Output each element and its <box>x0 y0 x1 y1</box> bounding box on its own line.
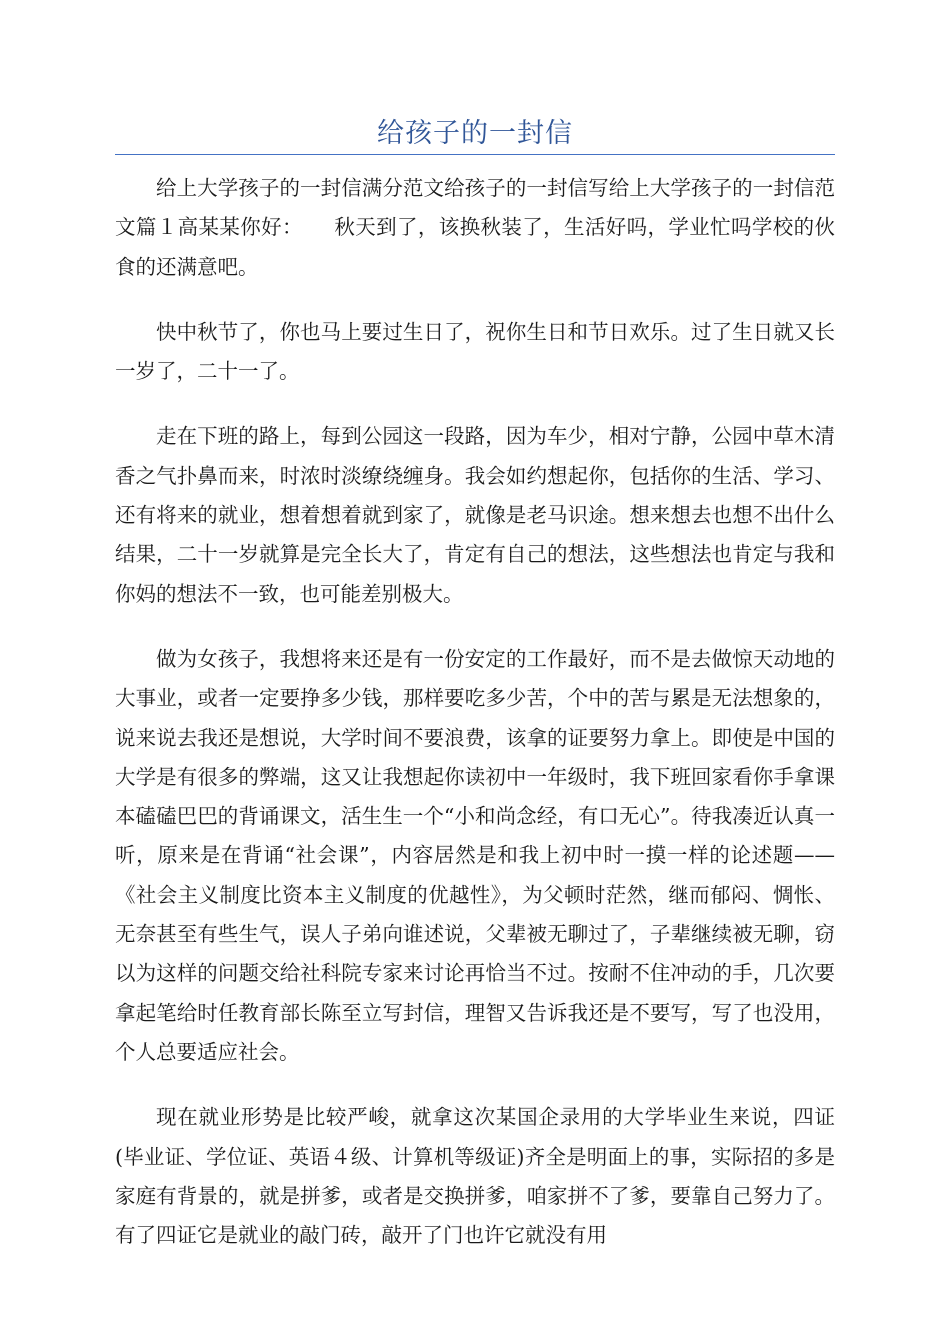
letter-body <box>115 169 835 1255</box>
title-underline <box>115 154 835 155</box>
paragraph-2: 快中秋节了，你也马上要过生日了，祝你生日和节日欢乐。过了生日就又长一岁了，二十一了。 <box>115 319 835 384</box>
paragraph-1: 给上大学孩子的一封信满分范文给孩子的一封信写给上大学孩子的一封信范文篇１高某某你好： 秋天到了，该换秋装了，生活好吗，学业忙吗学校的伙食的还满意吧。 <box>115 176 835 279</box>
paragraph-5: 现在就业形势是比较严峻，就拿这次某国企录用的大学毕业生来说，四证(毕业证、学位证、英语４级、计算机等级证)齐全是明面上的事，实际招的多是家庭有背景的，就是拼爹，或者是交换拼爹，咱家拼不了爹，要靠自己努力了。有了四证它是就业的敲门砖，敲开了门也许它就没有用 <box>115 1105 835 1248</box>
paragraph-4: 做为女孩子，我想将来还是有一份安定的工作最好，而不是去做惊天动地的大事业，或者一定要挣多少钱，那样要吃多少苦，个中的苦与累是无法想象的，说来说去我还是想说，大学时间不要浪费，该拿的证要努力拿上。即使是中国的大学是有很多的弊端，这又让我想起你读初中一年级时，我下班回家看你手拿课本磕磕巴巴的背诵课文，活生生一个“小和尚念经，有口无心”。待我凑近认真一听，原来是在背诵“社会课”，内容居然是和我上初中时一摸一样的论述题——《社会主义制度比资本主义制度的优越性》，为父顿时茫然，继而郁闷、惆怅、无奈甚至有些生气，误人子弟向谁述说，父辈被无聊过了，子辈继续被无聊，窃以为这样的问题交给社科院专家来讨论再恰当不过。按耐不住冲动的手，几次要拿起笔给时任教育部长陈至立写封信，理智又告诉我还是不要写，写了也没用，个人总要适应社会。 <box>115 646 835 1064</box>
page-title: 给孩子的一封信 <box>377 118 573 149</box>
document-page <box>115 0 835 1281</box>
paragraph-3: 走在下班的路上，每到公园这一段路，因为车少，相对宁静，公园中草木清香之气扑鼻而来，时浓时淡缭绕缠身。我会如约想起你，包括你的生活、学习、还有将来的就业，想着想着就到家了，就像是老马识途。想来想去也想不出什么结果，二十一岁就算是完全长大了，肯定有自己的想法，这些想法也肯定与我和你妈的想法不一致，也可能差别极大。 <box>115 424 835 606</box>
